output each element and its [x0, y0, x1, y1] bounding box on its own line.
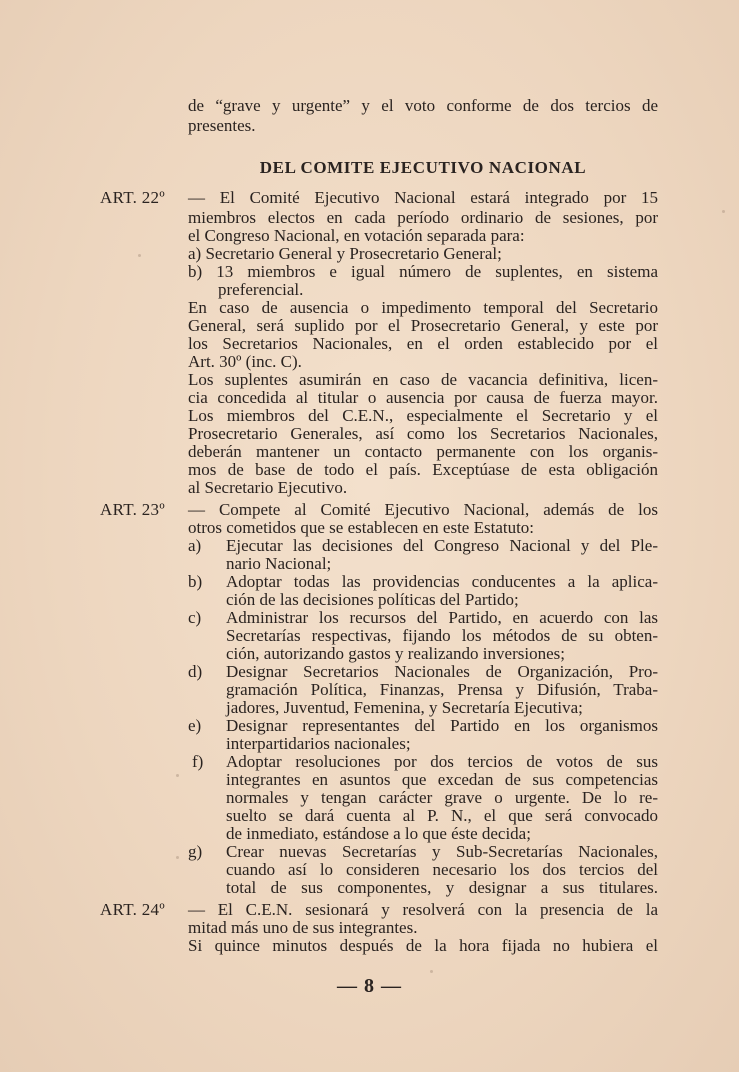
art22-line: el Congreso Nacional, en votación separada para: [188, 226, 525, 245]
item-line: ción, autorizando gastos y realizando inversiones; [226, 644, 565, 663]
article-label-22: ART. 22º [100, 188, 165, 207]
intro-line: de “grave y urgente” y el voto conforme de dos tercios de [188, 96, 658, 115]
art24-line: — El C.E.N. sesionará y resolverá con la presencia de la [188, 900, 658, 919]
item-letter: c) [188, 608, 202, 627]
section-heading: DEL COMITE EJECUTIVO NACIONAL [259, 158, 587, 177]
item-letter: d) [188, 662, 203, 681]
item-line: total de sus componentes, y designar a sus titulares. [226, 878, 658, 897]
item-line: Designar Secretarios Nacionales de Organización, Pro- [226, 662, 658, 681]
article-label-24: ART. 24º [100, 900, 165, 919]
art22-line: miembros electos en cada período ordinario de sesiones, por [188, 208, 658, 227]
item-line: jadores, Juventud, Femenina, y Secretaría Ejecutiva; [226, 698, 583, 717]
item-line: ción de las decisiones políticas del Partido; [226, 590, 519, 609]
item-line: Ejecutar las decisiones del Congreso Nacional y del Ple- [226, 536, 658, 555]
art22-line: Prosecretario Generales, así como los Secretarios Nacionales, [188, 424, 658, 443]
item-letter: a) [188, 536, 202, 555]
intro-line: presentes. [188, 116, 256, 135]
article-label-23: ART. 23º [100, 500, 165, 519]
art24-line: mitad más uno de sus integrantes. [188, 918, 418, 937]
art22-line: Art. 30º (inc. C). [188, 352, 302, 371]
art22-line: Los miembros del C.E.N., especialmente el Secretario y el [188, 406, 658, 425]
paper-speck [138, 254, 141, 257]
art22-line: cia concedida al titular o ausencia por causa de fuerza mayor. [188, 388, 658, 407]
art22-line: mos de base de todo el país. Exceptúase de esta obligación [188, 460, 658, 479]
paper-speck [722, 210, 725, 213]
item-letter: f) [192, 752, 204, 771]
paper-speck [176, 856, 179, 859]
art22-line: Los suplentes asumirán en caso de vacancia definitiva, licen- [188, 370, 658, 389]
item-line: gramación Política, Finanzas, Prensa y Difusión, Traba- [226, 680, 658, 699]
art24-line: Si quince minutos después de la hora fijada no hubiera el [188, 936, 658, 955]
item-line: de inmediato, estándose a lo que éste decida; [226, 824, 531, 843]
paper-speck [176, 774, 179, 777]
item-line: Adoptar resoluciones por dos tercios de votos de sus [226, 752, 658, 771]
item-line: Adoptar todas las providencias conducentes a la aplica- [226, 572, 658, 591]
item-line: normales y tengan carácter grave o urgente. De lo re- [226, 788, 658, 807]
art22-line: los Secretarios Nacionales, en el orden establecido por el [188, 334, 658, 353]
art22-line: General, será suplido por el Prosecretario General, y este por [188, 316, 658, 335]
art22-line: al Secretario Ejecutivo. [188, 478, 348, 497]
item-line: Crear nuevas Secretarías y Sub-Secretarías Nacionales, [226, 842, 658, 861]
item-line: Administrar los recursos del Partido, en acuerdo con las [226, 608, 658, 627]
item-letter: e) [188, 716, 202, 735]
item-line: nario Nacional; [226, 554, 332, 573]
item-line: cuando así lo consideren necesario los dos tercios del [226, 860, 658, 879]
art23-line: otros cometidos que se establecen en este Estatuto: [188, 518, 535, 537]
item-line: Designar representantes del Partido en los organismos [226, 716, 658, 735]
art22-line: En caso de ausencia o impedimento temporal del Secretario [188, 298, 658, 317]
art23-line: — Compete al Comité Ejecutivo Nacional, además de los [188, 500, 658, 519]
page-number: — 8 — [337, 975, 402, 997]
art22-line: deberán mantener un contacto permanente con los organis- [188, 442, 658, 461]
paper-speck [430, 970, 433, 973]
art22-line: — El Comité Ejecutivo Nacional estará integrado por 15 [188, 188, 658, 207]
item-letter: b) [188, 572, 203, 591]
item-letter: g) [188, 842, 203, 861]
art22-line: preferencial. [218, 280, 304, 299]
item-line: interpartidarios nacionales; [226, 734, 411, 753]
item-line: suelto se dará cuenta al P. N., el que será convocado [226, 806, 658, 825]
art22-line: b) 13 miembros e igual número de suplentes, en sistema [188, 262, 658, 281]
item-line: Secretarías respectivas, fijando los métodos de su obten- [226, 626, 658, 645]
art22-line: a) Secretario General y Prosecretario General; [188, 244, 502, 263]
item-line: integrantes en asuntos que excedan de sus competencias [226, 770, 658, 789]
